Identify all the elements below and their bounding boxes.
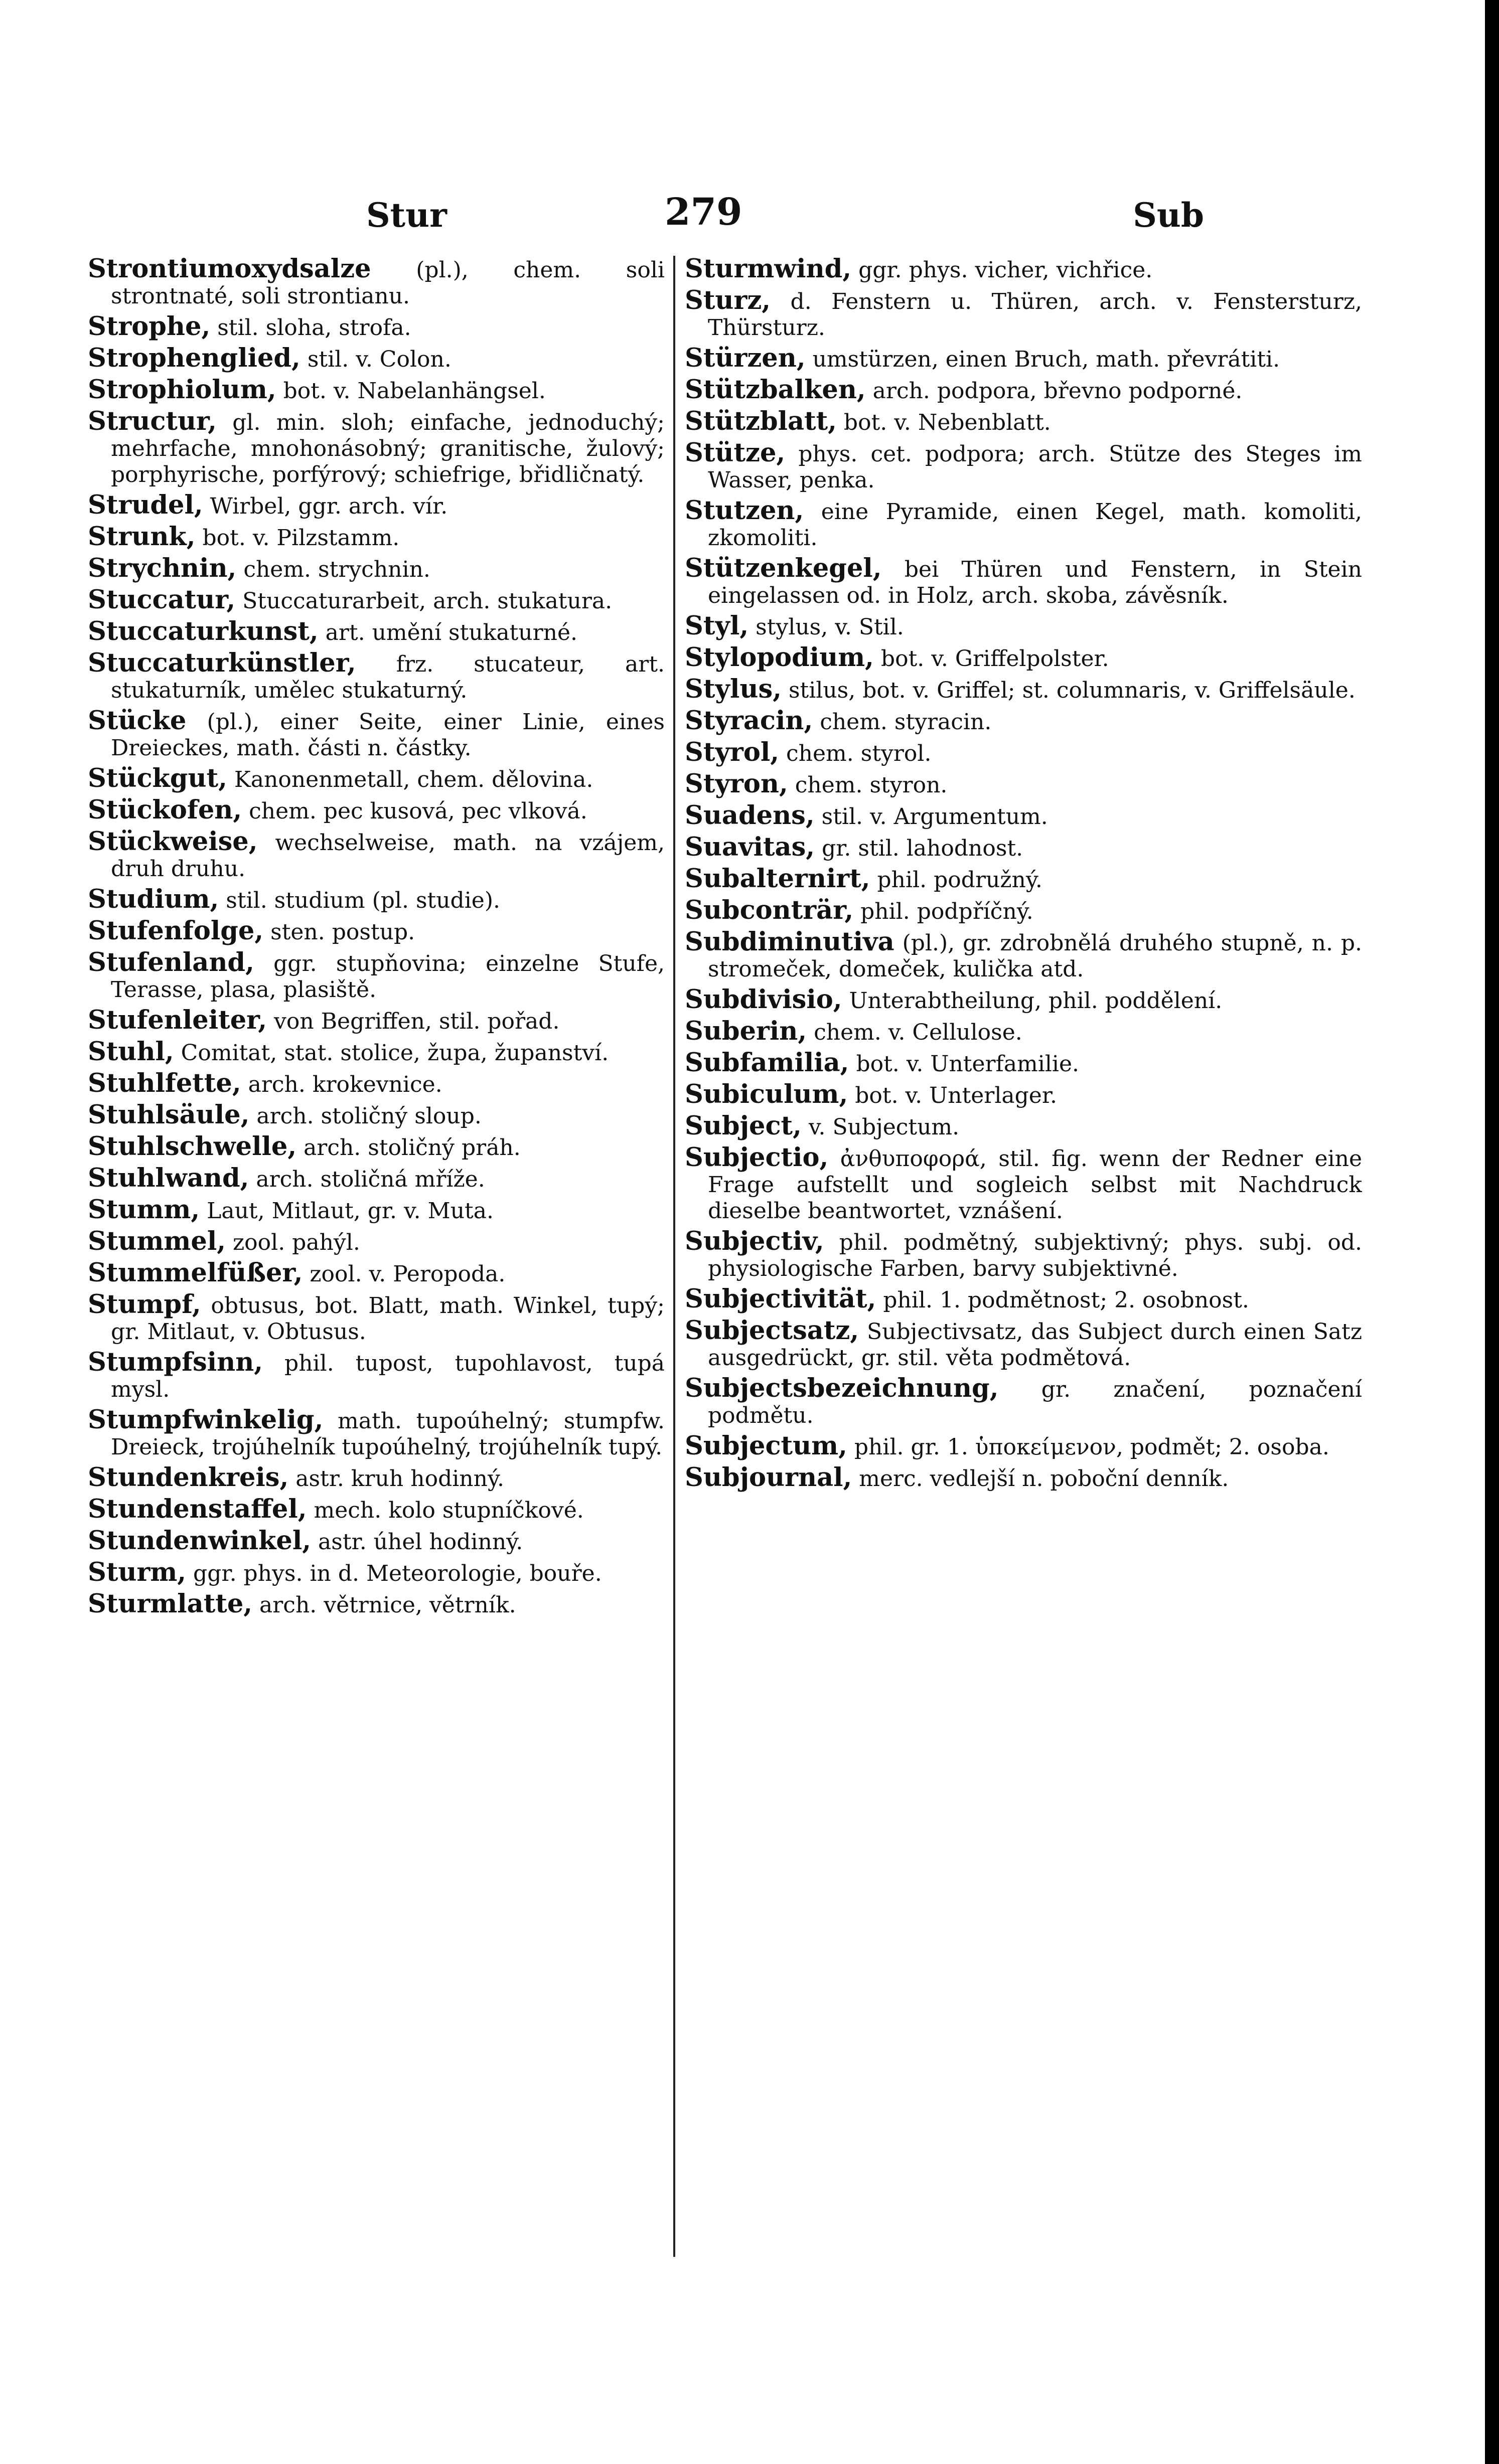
dictionary-entry (685, 256, 1362, 283)
entry-definition: math. tupoúhelný; stumpfw. Dreieck, trojúhelník tupoúhelný, trojúhelník tupý. (111, 1408, 665, 1460)
dictionary-entry (685, 1464, 1362, 1492)
entry-definition: d. Fenstern u. Thüren, arch. v. Fenstersturz, Thürsturz. (708, 289, 1362, 341)
entry-headword: Subfamilia, (685, 1048, 849, 1078)
entry-headword: Stylopodium, (685, 642, 874, 673)
entry-headword: Subjectsatz, (685, 1316, 859, 1346)
entry-definition: bot. v. Nabelanhängsel. (276, 378, 546, 404)
entry-headword: Stützenkegel, (685, 553, 882, 583)
entry-headword: Strophe, (88, 311, 211, 342)
dictionary-entry (88, 1349, 665, 1403)
entry-definition: arch. stoličný práh. (296, 1135, 521, 1161)
entry-headword: Styl, (685, 611, 749, 641)
dictionary-entry (685, 866, 1362, 893)
entry-headword: Strophiolum, (88, 375, 276, 405)
dictionary-entry (88, 408, 665, 488)
entry-definition: gr. značení, poznačení podmětu. (708, 1377, 1362, 1428)
entry-definition: phil. 1. podmětnost; 2. osobnost. (876, 1287, 1249, 1313)
entry-definition: arch. stoličná mříže. (249, 1167, 485, 1192)
entry-headword: Subjectivität, (685, 1284, 876, 1314)
page-number: 279 (665, 191, 742, 234)
entry-headword: Stuccatur, (88, 585, 236, 615)
dictionary-entry (88, 1133, 665, 1161)
dictionary-entry (88, 918, 665, 945)
entry-definition: stil. sloha, strofa. (210, 315, 411, 341)
entry-headword: Stundenstaffel, (88, 1494, 307, 1524)
entry-definition: mech. kolo stupníčkové. (307, 1498, 584, 1523)
dictionary-entry (685, 676, 1362, 704)
entry-definition: von Begriffen, stil. pořad. (267, 1009, 560, 1034)
entry-headword: Stylus, (685, 674, 782, 704)
entry-definition: gr. stil. lahodnost. (815, 836, 1023, 861)
entry-definition: stil. v. Colon. (300, 347, 452, 372)
dictionary-entry (88, 1070, 665, 1098)
entry-definition: stil. studium (pl. studie). (219, 888, 500, 913)
dictionary-entry (685, 802, 1362, 830)
entry-headword: Stummelfüßer, (88, 1258, 303, 1288)
entry-headword: Subjectio, (685, 1142, 829, 1173)
entry-definition: eine Pyramide, einen Kegel, math. komoliti, zkomoliti. (708, 499, 1362, 551)
dictionary-entry (685, 287, 1362, 341)
entry-headword: Stumpf, (88, 1289, 201, 1320)
entry-headword: Strudel, (88, 490, 203, 520)
entry-headword: Styrol, (685, 737, 780, 767)
page-header (88, 181, 1370, 246)
entry-headword: Sturmwind, (685, 256, 852, 284)
dictionary-entry (685, 834, 1362, 862)
entry-headword: Subjectum, (685, 1431, 847, 1461)
entry-headword: Stuhlfette, (88, 1068, 241, 1098)
entry-definition: ggr. phys. vicher, vichřice. (851, 257, 1153, 283)
entry-definition: bot. v. Unterfamilie. (849, 1051, 1080, 1077)
entry-definition: zool. v. Peropoda. (303, 1261, 506, 1287)
entry-headword: Subalternirt, (685, 864, 870, 894)
dictionary-entry (88, 1039, 665, 1066)
entry-headword: Sturz, (685, 285, 771, 315)
dictionary-entry (88, 618, 665, 646)
header-right-guideword: Sub (1133, 196, 1204, 235)
entry-headword: Stuhl, (88, 1037, 174, 1067)
dictionary-entry (88, 555, 665, 583)
entry-headword: Styron, (685, 769, 788, 799)
dictionary-entry (88, 1496, 665, 1524)
entry-definition: phil. podružný. (870, 867, 1042, 893)
dictionary-entry (685, 771, 1362, 798)
entry-definition: v. Subjectum. (801, 1114, 960, 1140)
entry-definition: astr. kruh hodinný. (288, 1466, 504, 1492)
entry-headword: Subdiminutiva (685, 927, 894, 957)
entry-headword: Stuhlwand, (88, 1163, 249, 1193)
entry-definition: phil. tupost, tupohlavost, tupá mysl. (111, 1351, 665, 1402)
dictionary-entry (88, 1007, 665, 1035)
dictionary-entry (88, 587, 665, 614)
entry-definition: zool. pahýl. (225, 1230, 360, 1255)
entry-headword: Subject, (685, 1111, 802, 1141)
dictionary-entry (88, 708, 665, 761)
dictionary-entry (88, 1291, 665, 1345)
entry-headword: Styracin, (685, 706, 813, 736)
dictionary-entry (88, 1528, 665, 1555)
entry-definition: bei Thüren und Fenstern, in Stein eingelassen od. in Holz, arch. skoba, závěsník. (708, 557, 1362, 608)
entry-headword: Stufenland, (88, 947, 254, 977)
entry-definition: stilus, bot. v. Griffel; st. columnaris, v. Griffelsäule. (781, 678, 1356, 703)
dictionary-entry (88, 524, 665, 551)
dictionary-entry (685, 739, 1362, 767)
dictionary-entry (88, 492, 665, 520)
dictionary-entry (685, 644, 1362, 672)
entry-definition: (pl.), chem. soli strontnaté, soli strontianu. (111, 257, 665, 309)
dictionary-entry (88, 797, 665, 825)
dictionary-entry (685, 498, 1362, 551)
entry-definition: Comitat, stat. stolice, župa, županství. (174, 1040, 609, 1066)
entry-headword: Stumm, (88, 1195, 200, 1225)
dictionary-entry (88, 1407, 665, 1460)
entry-definition: (pl.), gr. zdrobnělá druhého stupně, n. p. stromeček, domeček, kulička atd. (708, 930, 1362, 982)
dictionary-entry (88, 765, 665, 793)
entry-headword: Stürzen, (685, 343, 806, 373)
dictionary-entry (88, 1228, 665, 1256)
entry-definition: chem. v. Cellulose. (807, 1020, 1022, 1045)
dictionary-entry (685, 708, 1362, 735)
dictionary-entry (685, 408, 1362, 436)
left-column (88, 256, 665, 2257)
dictionary-entry (88, 886, 665, 914)
entry-headword: Stuhlsäule, (88, 1100, 250, 1130)
dictionary-entry (88, 1464, 665, 1492)
entry-definition: chem. styron. (788, 772, 948, 798)
entry-definition: merc. vedlejší n. poboční denník. (852, 1466, 1229, 1492)
entry-headword: Stückgut, (88, 763, 227, 793)
dictionary-entry (88, 1197, 665, 1224)
entry-definition: art. umění stukaturné. (318, 620, 577, 645)
entry-definition: sten. postup. (263, 919, 415, 945)
entry-definition: Subjectivsatz, das Subject durch einen Satz ausgedrückt, gr. stil. věta podmětová. (708, 1319, 1362, 1371)
dictionary-entry (88, 345, 665, 373)
entry-definition: frz. stucateur, art. stukaturník, umělec stukaturný. (111, 651, 665, 703)
entry-headword: Stückweise, (88, 827, 258, 857)
page-edge-strip (1485, 0, 1499, 2464)
entry-headword: Suberin, (685, 1016, 807, 1046)
dictionary-entry (88, 1102, 665, 1129)
header-left-guideword: Stur (366, 196, 447, 235)
entry-definition: Stuccaturarbeit, arch. stukatura. (235, 588, 613, 614)
entry-headword: Subiculum, (685, 1079, 848, 1109)
dictionary-entry (685, 897, 1362, 925)
entry-definition: arch. krokevnice. (241, 1072, 442, 1097)
entry-headword: Subjectsbezeichnung, (685, 1373, 999, 1403)
dictionary-entry (685, 613, 1362, 640)
entry-definition: stil. v. Argumentum. (814, 804, 1048, 830)
entry-definition: chem. strychnin. (236, 557, 430, 582)
entry-headword: Studium, (88, 884, 219, 914)
entry-definition: Laut, Mitlaut, gr. v. Muta. (200, 1198, 494, 1224)
entry-headword: Strychnin, (88, 553, 237, 583)
entry-headword: Stützblatt, (685, 406, 837, 436)
dictionary-entry (88, 1260, 665, 1287)
entry-headword: Stuccaturkünstler, (88, 648, 356, 678)
entry-headword: Stundenwinkel, (88, 1526, 312, 1556)
entry-definition: (pl.), einer Seite, einer Linie, eines Dreieckes, math. části n. částky. (111, 709, 665, 761)
entry-definition: phil. gr. 1. ὑποκείμενον, podmět; 2. osoba. (847, 1434, 1329, 1460)
entry-headword: Stumpfsinn, (88, 1347, 263, 1377)
entry-headword: Suavitas, (685, 832, 815, 862)
entry-headword: Subjectiv, (685, 1226, 824, 1256)
dictionary-entry (88, 949, 665, 1003)
entry-headword: Stutzen, (685, 496, 804, 526)
dictionary-entry (88, 1591, 665, 1618)
entry-definition: gl. min. sloh; einfache, jednoduchý; mehrfache, mnohonásobný; granitische, žulový; porphyrische, porfýrový; schiefrige, břidličnatý. (111, 410, 665, 487)
dictionary-entry (88, 313, 665, 341)
entry-headword: Strontiumoxydsalze (88, 256, 371, 284)
dictionary-entry (685, 377, 1362, 404)
dictionary-entry (685, 1050, 1362, 1077)
entry-definition: bot. v. Unterlager. (848, 1083, 1058, 1108)
entry-definition: obtusus, bot. Blatt, math. Winkel, tupý; gr. Mitlaut, v. Obtusus. (111, 1293, 665, 1345)
entry-headword: Stundenkreis, (88, 1462, 289, 1493)
entry-headword: Structur, (88, 406, 217, 436)
dictionary-entry (685, 1113, 1362, 1140)
entry-definition: phil. podpříčný. (853, 899, 1033, 924)
entry-definition: Unterabtheilung, phil. poddělení. (842, 988, 1223, 1014)
entry-definition: chem. styrol. (779, 741, 932, 766)
entry-headword: Strophenglied, (88, 343, 301, 373)
entry-headword: Subjournal, (685, 1462, 852, 1493)
entry-definition: chem. pec kusová, pec vlková. (242, 798, 587, 824)
entry-definition: bot. v. Griffelpolster. (873, 646, 1109, 672)
dictionary-entry (685, 1228, 1362, 1282)
entry-definition: umstürzen, einen Bruch, math. převrátiti. (805, 347, 1280, 372)
dictionary-entry (88, 377, 665, 404)
entry-definition: ggr. stupňovina; einzelne Stufe, Terasse, plasa, plasiště. (111, 951, 665, 1003)
entry-definition: Kanonenmetall, chem. dělovina. (227, 767, 593, 792)
entry-definition: phil. podmětný, subjektivný; phys. subj. od. physiologische Farben, barvy subjektivné. (708, 1230, 1362, 1281)
entry-headword: Subdivisio, (685, 984, 842, 1015)
entry-headword: Stücke (88, 706, 187, 736)
dictionary-entry (685, 555, 1362, 609)
entry-headword: Stückofen, (88, 795, 242, 825)
entry-headword: Suadens, (685, 800, 815, 831)
dictionary-entry (685, 1318, 1362, 1371)
entry-definition: arch. podpora, břevno podporné. (865, 378, 1243, 404)
entry-definition: wechselweise, math. na vzájem, druh druhu. (111, 830, 665, 882)
dictionary-entry (685, 1433, 1362, 1460)
entry-headword: Subconträr, (685, 895, 854, 925)
entry-definition: chem. styracin. (813, 709, 992, 735)
entry-headword: Stummel, (88, 1226, 226, 1256)
entry-headword: Stufenfolge, (88, 916, 264, 946)
entry-headword: Stuhlschwelle, (88, 1131, 297, 1162)
dictionary-entry (685, 1375, 1362, 1429)
column-divider (673, 256, 675, 2257)
dictionary-entry (685, 1018, 1362, 1046)
right-column (685, 256, 1362, 2257)
dictionary-entry (685, 440, 1362, 494)
entry-headword: Strunk, (88, 522, 196, 552)
dictionary-entry (685, 1144, 1362, 1224)
dictionary-entry (685, 345, 1362, 373)
entry-headword: Sturmlatte, (88, 1589, 253, 1619)
entry-definition: ggr. phys. in d. Meteorologie, bouře. (186, 1561, 602, 1586)
entry-definition: stylus, v. Stil. (748, 614, 904, 640)
entry-definition: Wirbel, ggr. arch. vír. (203, 494, 448, 519)
dictionary-entry (88, 1559, 665, 1587)
entry-headword: Stützbalken, (685, 375, 866, 405)
entry-definition: bot. v. Pilzstamm. (195, 525, 400, 551)
dictionary-entry (685, 929, 1362, 982)
entry-definition: arch. větrnice, větrník. (252, 1592, 516, 1618)
entry-headword: Sturm, (88, 1557, 187, 1587)
dictionary-entry (88, 650, 665, 704)
dictionary-entry (88, 829, 665, 882)
dictionary-entry (88, 1165, 665, 1193)
dictionary-entry (88, 256, 665, 309)
entry-definition: arch. stoličný sloup. (249, 1103, 482, 1129)
entry-headword: Stütze, (685, 438, 786, 468)
entry-headword: Stuccaturkunst, (88, 616, 319, 646)
dictionary-page (88, 181, 1370, 2257)
entry-headword: Stumpfwinkelig, (88, 1405, 324, 1435)
dictionary-entry (685, 1081, 1362, 1109)
entry-definition: bot. v. Nebenblatt. (836, 410, 1051, 435)
entry-definition: ἀνθυποφορά, stil. fig. wenn der Redner eine Frage aufstellt und sogleich selbst mit Nachdruck dieselbe beantwortet, vznášení. (708, 1146, 1362, 1224)
dictionary-entry (685, 1286, 1362, 1313)
entry-headword: Stufenleiter, (88, 1005, 267, 1035)
entry-definition: astr. úhel hodinný. (311, 1529, 523, 1555)
entry-definition: phys. cet. podpora; arch. Stütze des Steges im Wasser, penka. (708, 441, 1362, 493)
dictionary-entry (685, 984, 1362, 1015)
